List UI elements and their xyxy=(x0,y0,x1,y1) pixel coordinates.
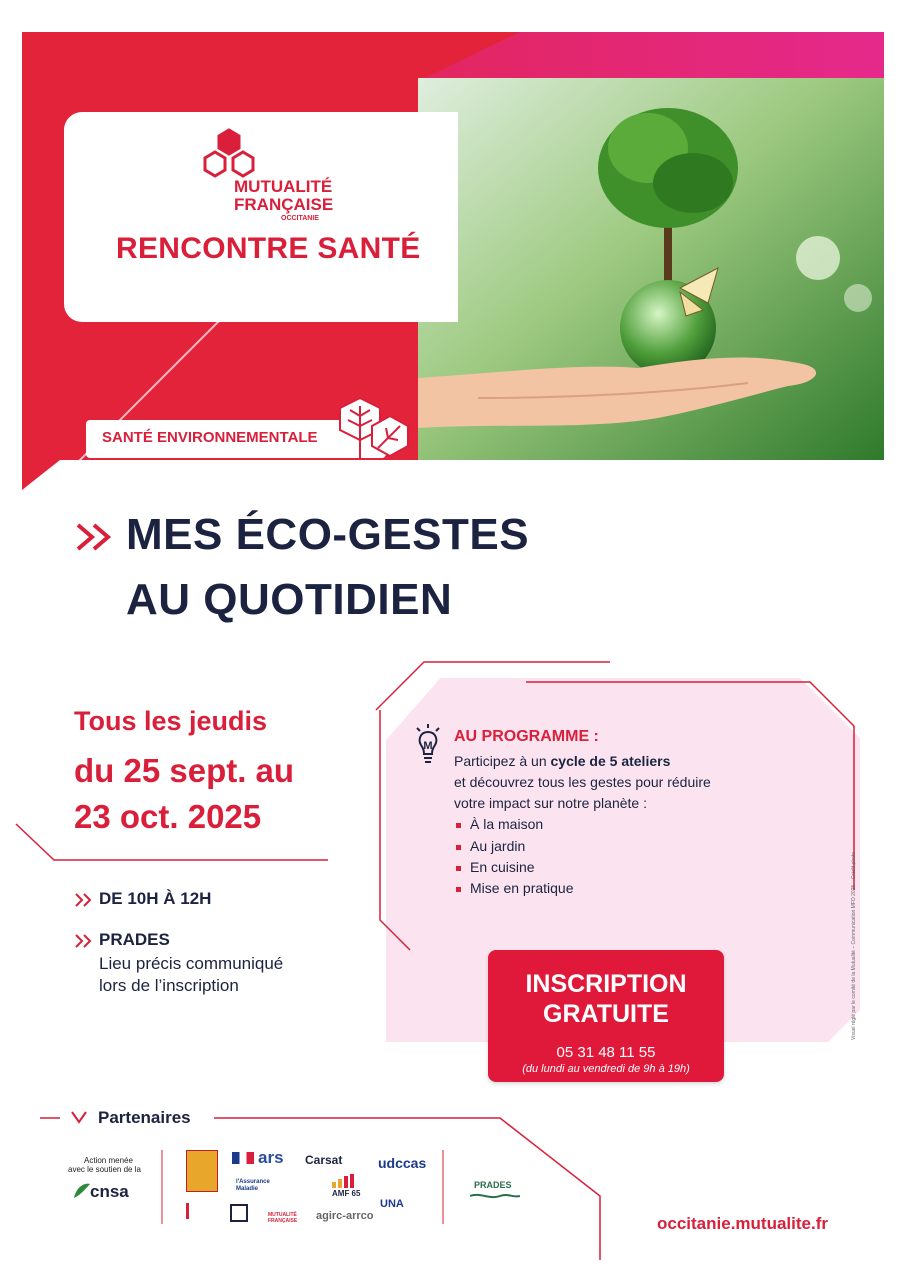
inscription-line2: GRATUITE xyxy=(543,1000,669,1028)
date-line3: 23 oct. 2025 xyxy=(74,798,262,835)
logo-line1: MUTUALITÉ xyxy=(234,177,333,196)
logo-line3: OCCITANIE xyxy=(281,215,319,222)
date-underline xyxy=(12,820,332,864)
government-logo xyxy=(230,1204,248,1222)
cnsa-logo-icon xyxy=(72,1180,92,1200)
assurance-maladie-logo: l'Assurance Maladie xyxy=(236,1179,270,1192)
lightbulb-icon xyxy=(414,724,442,766)
agirc-arrco-logo: agirc-arrco xyxy=(316,1210,374,1222)
program-item: À la maison xyxy=(470,816,544,832)
occitanie-region-logo xyxy=(186,1150,218,1192)
support-line2: avec le soutien de la xyxy=(68,1165,141,1174)
place-label: PRADES xyxy=(99,930,170,949)
una-logo: UNA xyxy=(380,1198,404,1210)
time-label: DE 10H À 12H xyxy=(99,889,212,908)
chevron-icon xyxy=(74,934,94,948)
bullet-icon xyxy=(456,845,461,850)
program-title: AU PROGRAMME : xyxy=(454,728,599,745)
place-note-line2: lors de l’inscription xyxy=(99,976,239,995)
program-item: Mise en pratique xyxy=(470,880,574,896)
inscription-line1: INSCRIPTION xyxy=(525,970,687,998)
heart-icon xyxy=(70,1109,88,1125)
prades-wave-icon xyxy=(470,1192,520,1200)
mutualite-small-logo: MUTUALITÉ FRANÇAISE xyxy=(268,1212,298,1224)
program-item: En cuisine xyxy=(470,859,535,875)
audition-logo xyxy=(186,1203,213,1219)
ars-logo: ars xyxy=(258,1148,284,1167)
bullet-icon xyxy=(456,887,461,892)
date-line1: Tous les jeudis xyxy=(74,706,268,736)
republique-logo xyxy=(232,1152,254,1164)
program-line3: votre impact sur notre planète : xyxy=(454,795,647,811)
header-card xyxy=(64,112,458,322)
cnsa-logo: cnsa xyxy=(90,1182,129,1201)
program-intro xyxy=(454,753,670,769)
hero-photo-hand-globe-tree xyxy=(418,78,884,460)
leaf-icon xyxy=(330,394,414,464)
place-note-line1: Lieu précis communiqué xyxy=(99,954,284,973)
carsat-logo: Carsat xyxy=(305,1153,343,1167)
program-line2: et découvrez tous les gestes pour réduire xyxy=(454,774,711,790)
prades-logo: PRADES xyxy=(474,1180,512,1190)
logo-line2: FRANÇAISE xyxy=(234,195,334,214)
phone-hours: (du lundi au vendredi de 9h à 19h) xyxy=(522,1063,690,1075)
support-line1: Action menée xyxy=(84,1156,133,1165)
chevron-icon xyxy=(74,522,118,552)
amf-logo: AMF 65 xyxy=(332,1189,361,1198)
bullet-icon xyxy=(456,823,461,828)
date-line2: du 25 sept. au xyxy=(74,752,295,789)
program-intro-prefix: Participez à un xyxy=(454,753,551,769)
event-type: RENCONTRE SANTÉ xyxy=(116,232,421,265)
bullet-icon xyxy=(456,866,461,871)
svg-text:M: M xyxy=(423,740,433,752)
udccas-logo: udccas xyxy=(378,1155,427,1171)
program-intro-bold: cycle de 5 ateliers xyxy=(550,753,671,769)
program-item: Au jardin xyxy=(470,838,526,854)
partners-label: Partenaires xyxy=(98,1108,191,1127)
chevron-icon xyxy=(74,893,94,907)
phone-number[interactable]: 05 31 48 11 55 xyxy=(556,1044,656,1061)
website-link[interactable]: occitanie.mutualite.fr xyxy=(657,1214,828,1233)
title-line2: AU QUOTIDIEN xyxy=(126,575,453,624)
theme-label: SANTÉ ENVIRONNEMENTALE xyxy=(102,429,318,446)
title-line1: MES ÉCO-GESTES xyxy=(126,510,530,559)
amf-bars-icon xyxy=(332,1174,358,1188)
legal-vertical-text: Visuel réglé par le comité de la Mutualité – Communication MFO 2025 – Crédit photo xyxy=(851,851,857,1040)
